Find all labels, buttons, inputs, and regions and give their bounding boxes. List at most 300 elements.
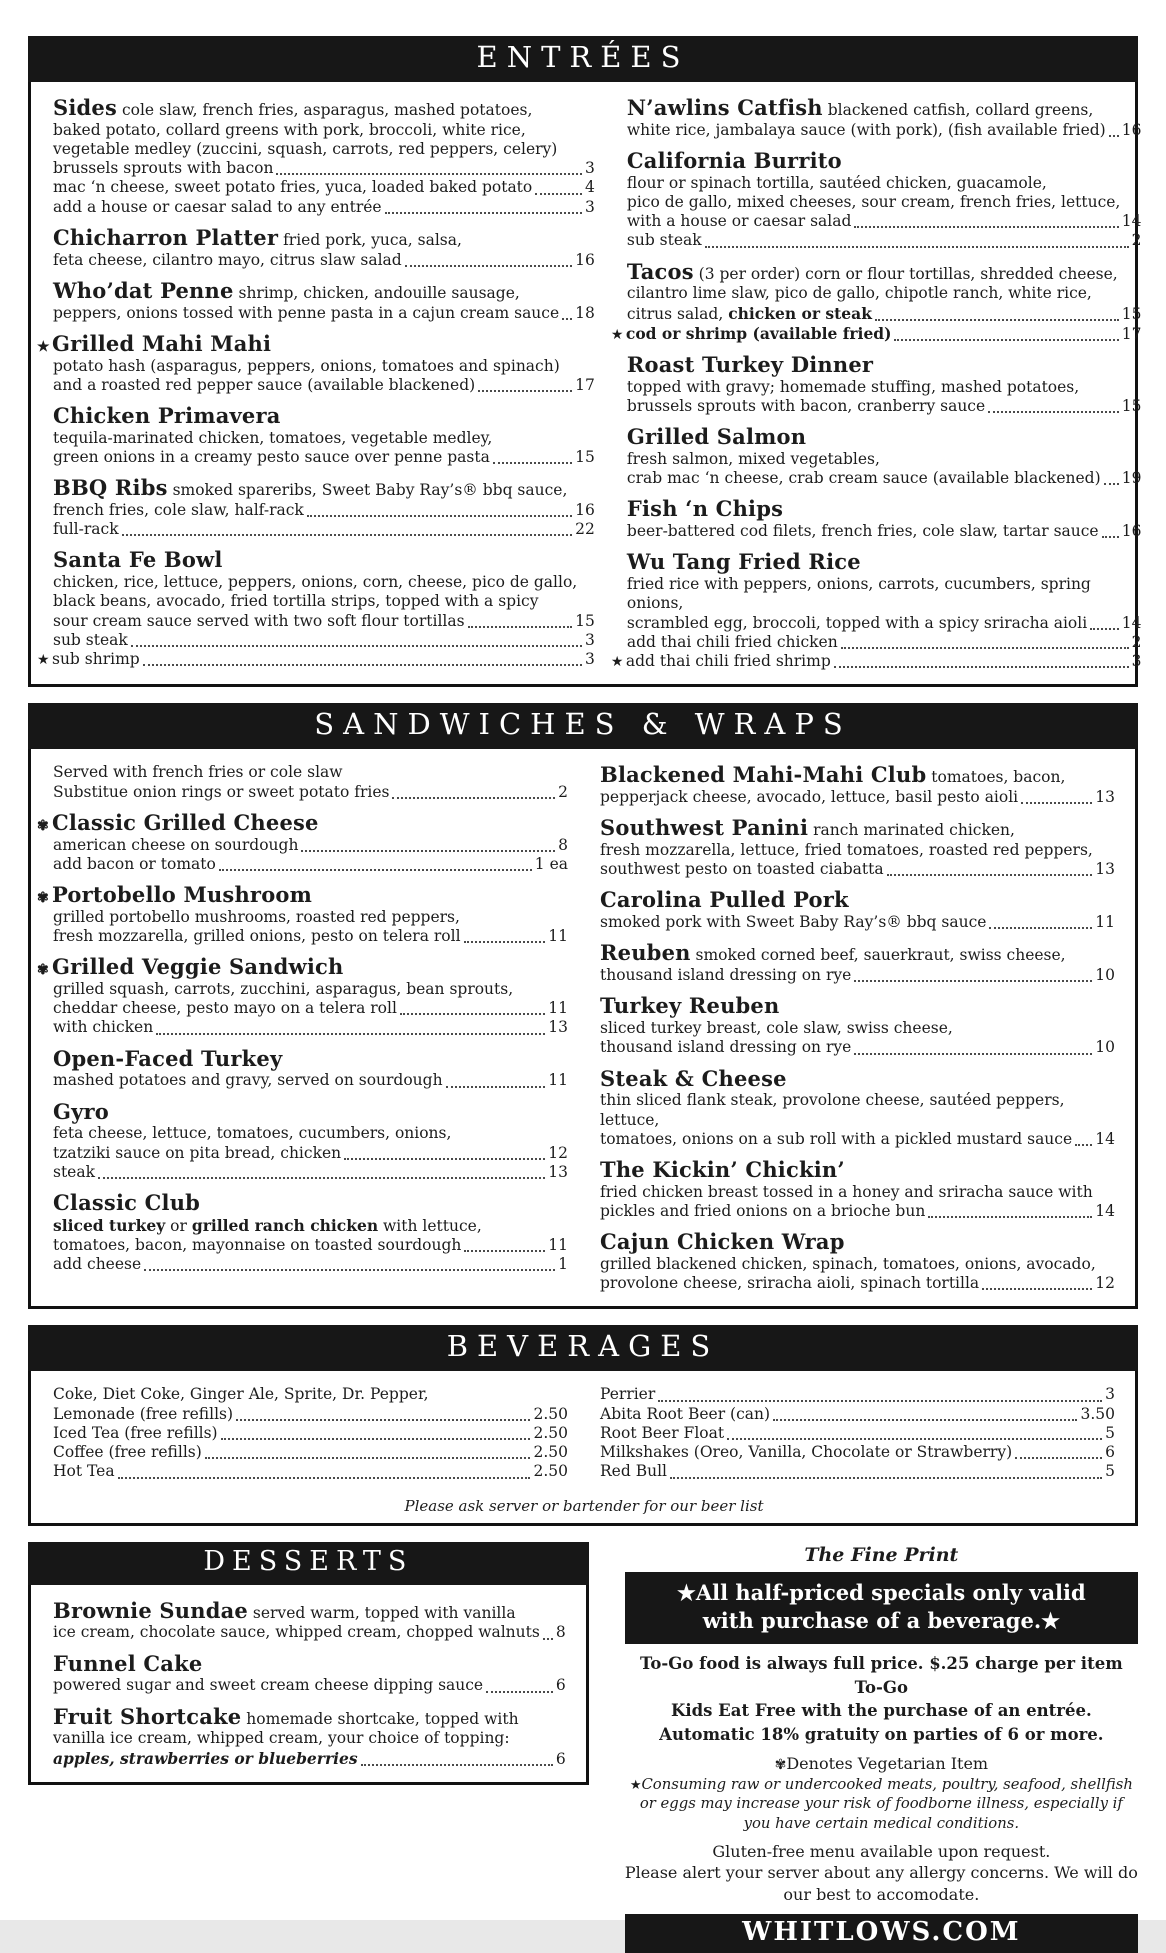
- price-line: [600, 1385, 1115, 1404]
- text-segment: Coffee (free refills): [53, 1443, 202, 1462]
- togo-policy: To-Go food is always full price. $.25 charge per item To-Go: [640, 1654, 1123, 1697]
- price-line-text: [53, 520, 119, 539]
- price-value: 3: [1131, 652, 1142, 671]
- dot-leader: [834, 666, 1129, 668]
- text-segment: thousand island dressing on rye: [600, 1038, 852, 1057]
- price-line-text: [53, 1071, 443, 1090]
- item-name: Brownie Sundae: [53, 1597, 248, 1623]
- item-name: Portobello Mushroom: [52, 881, 313, 907]
- dot-leader: [400, 1013, 545, 1015]
- dot-leader: [535, 193, 582, 195]
- item-name: Southwest Panini: [600, 815, 809, 841]
- section-banner-sandwiches: SANDWICHES & WRAPS: [28, 703, 1138, 749]
- price-line: [53, 1071, 568, 1090]
- price-value: 14: [1095, 1129, 1115, 1148]
- item-desc-line: [53, 763, 568, 782]
- price-line: [627, 397, 1142, 416]
- dot-leader: [670, 1477, 1102, 1479]
- item-name: Classic Club: [53, 1189, 201, 1215]
- text-segment: tzatziki sauce on pita bread, chicken: [53, 1143, 342, 1162]
- text-segment: green onions in a creamy pesto sauce over penne pasta: [53, 448, 490, 467]
- dot-leader: [468, 626, 573, 628]
- text-segment: grilled squash, carrots, zucchini, asparagus, bean sprouts,: [53, 979, 514, 998]
- dot-leader: [875, 319, 1119, 321]
- dot-leader: [982, 1288, 1092, 1290]
- price-value: 15: [575, 448, 595, 467]
- vegetarian-icon: ✾: [37, 962, 49, 979]
- item-inline-desc: (3 per order) corn or flour tortillas, shredded cheese,: [693, 264, 1118, 283]
- price-value: 2: [558, 782, 568, 801]
- text-segment: pickles and fried onions on a brioche bun: [600, 1202, 926, 1221]
- item-desc-line: [53, 908, 568, 927]
- price-value: 13: [1095, 788, 1115, 807]
- price-value: 14: [1121, 613, 1142, 632]
- dot-leader: [841, 647, 1129, 649]
- price-value: 3.50: [1080, 1404, 1115, 1423]
- dot-leader: [301, 850, 555, 852]
- price-line-text: [53, 376, 475, 395]
- menu-item: [600, 941, 1115, 985]
- price-line-text: [53, 198, 382, 217]
- price-line-text: [53, 855, 216, 874]
- price-value: 16: [1121, 522, 1142, 541]
- item-heading: [600, 941, 1115, 966]
- text-segment: Red Bull: [600, 1462, 667, 1481]
- text-segment: feta cheese, cilantro mayo, citrus slaw salad: [53, 250, 402, 269]
- price-line-text: [53, 251, 402, 270]
- text-segment: fresh salmon, mixed vegetables,: [626, 450, 880, 469]
- price-line: [600, 1405, 1115, 1424]
- price-value: 11: [548, 1071, 568, 1090]
- text-segment: sub steak: [626, 231, 702, 250]
- raw-food-warning: ★Consuming raw or undercooked meats, poultry, seafood, shellfish or eggs may increase your risk of foodborne illness, especially if you have certain medical conditions.: [629, 1775, 1133, 1833]
- menu-item: [600, 1230, 1115, 1293]
- price-value: 6: [555, 1749, 566, 1768]
- dot-leader: [727, 1438, 1102, 1440]
- text-segment: add cheese: [53, 1255, 142, 1274]
- menu-item: [53, 1047, 568, 1091]
- price-line: [627, 522, 1142, 541]
- dot-leader: [894, 339, 1118, 341]
- dot-leader: [98, 1177, 545, 1179]
- item-name: Cajun Chicken Wrap: [600, 1229, 845, 1255]
- text-segment: thin sliced flank steak, provolone cheese, sautéed peppers, lettuce,: [600, 1091, 1065, 1129]
- text-segment: fresh mozzarella, grilled onions, pesto on telera roll: [53, 926, 461, 945]
- menu-item: [37, 330, 595, 395]
- item-heading: [53, 279, 595, 304]
- menu-item: [53, 96, 595, 217]
- text-segment: Perrier: [600, 1385, 656, 1404]
- price-line: [600, 1443, 1115, 1462]
- menu-item: [610, 549, 1142, 671]
- price-value: 1: [558, 1255, 568, 1274]
- menu-item: [53, 763, 568, 801]
- price-line-text: [627, 212, 852, 231]
- item-heading: [600, 994, 1115, 1019]
- text-segment: cheddar cheese, pesto mayo on a telera roll: [53, 999, 397, 1018]
- price-value: 12: [548, 1143, 568, 1162]
- price-value: 16: [575, 501, 595, 519]
- text-segment: add thai chili fried shrimp: [625, 652, 831, 671]
- item-name: Grilled Salmon: [626, 424, 807, 450]
- price-line-text: [626, 652, 831, 671]
- text-segment: mashed potatoes and gravy, served on sourdough: [53, 1071, 443, 1090]
- price-line-text: [53, 612, 465, 631]
- gluten-note: Gluten-free menu available upon request.: [712, 1841, 1051, 1861]
- half-price-banner: [625, 1572, 1138, 1645]
- item-heading: [627, 550, 1142, 575]
- price-line: [53, 1749, 566, 1769]
- menu-item: [627, 425, 1142, 488]
- item-desc-line: [600, 841, 1115, 860]
- dot-leader: [854, 980, 1092, 982]
- text-segment: sliced turkey: [53, 1215, 166, 1235]
- menu-item: [53, 476, 595, 539]
- price-line-text: [627, 633, 838, 652]
- dot-leader: [446, 1086, 546, 1088]
- menu-item: [600, 1067, 1115, 1149]
- item-inline-desc: fried pork, yuca, salsa,: [278, 230, 462, 249]
- text-segment: full-rack: [53, 520, 119, 539]
- item-heading: [53, 1100, 568, 1125]
- menu-item: [600, 816, 1115, 879]
- price-line: [53, 1018, 568, 1037]
- item-name: Turkey Reuben: [600, 993, 780, 1019]
- price-line-text: [53, 631, 128, 650]
- text-segment: Lemonade (free refills): [53, 1404, 234, 1423]
- price-line-text: [600, 1038, 851, 1057]
- half-price-line-1: ★All half-priced specials only valid: [677, 1579, 1086, 1605]
- item-desc-line: [627, 193, 1142, 212]
- text-segment: potato hash (asparagus, peppers, onions, tomatoes and spinach): [53, 356, 560, 375]
- text-segment: tomatoes, bacon, mayonnaise on toasted sourdough: [53, 1235, 462, 1254]
- price-line: [53, 999, 568, 1018]
- price-line-text: [53, 1462, 115, 1481]
- item-desc-line: [627, 450, 1142, 469]
- price-line: [53, 251, 595, 270]
- item-desc-line: [53, 1729, 566, 1748]
- text-segment: pepperjack cheese, avocado, lettuce, basil pesto aioli: [600, 788, 1019, 807]
- section-banner-beverages: BEVERAGES: [28, 1325, 1138, 1371]
- item-desc-line: [627, 284, 1142, 303]
- price-value: 2: [1131, 632, 1142, 651]
- dot-leader: [1021, 802, 1092, 804]
- text-segment: ice cream, chocolate sauce, whipped cream, chopped walnuts: [53, 1623, 540, 1642]
- menu-item: [53, 1599, 566, 1643]
- text-segment: french fries, cole slaw, half-rack: [53, 501, 304, 519]
- menu-item: [37, 547, 595, 669]
- price-line-text: [600, 788, 1018, 807]
- price-line: [600, 1424, 1115, 1443]
- dot-leader: [1104, 483, 1119, 485]
- price-value: 2.50: [533, 1443, 568, 1462]
- price-line: [37, 650, 595, 669]
- dot-leader: [705, 246, 1129, 248]
- price-value: 2.50: [533, 1423, 568, 1442]
- price-line-text: [53, 1676, 483, 1695]
- price-line: [600, 788, 1115, 807]
- item-desc-line: [53, 1124, 568, 1143]
- menu-section-beverages: [28, 1325, 1138, 1525]
- price-line-text: [53, 999, 397, 1018]
- text-segment: powered sugar and sweet cream cheese dipping sauce: [53, 1676, 484, 1695]
- dot-leader: [1109, 135, 1119, 137]
- price-line: [53, 1623, 566, 1642]
- menu-item: [610, 258, 1142, 344]
- item-desc-line: [53, 573, 595, 592]
- price-line: [627, 304, 1142, 324]
- item-heading: [53, 1705, 566, 1730]
- section-banner-desserts: DESSERTS: [28, 1542, 589, 1585]
- price-line-text: [53, 1144, 341, 1163]
- item-desc-line: [600, 1019, 1115, 1038]
- beverages-columns: [53, 1379, 1115, 1490]
- item-name: Wu Tang Fried Rice: [626, 549, 861, 575]
- section-box-desserts: [28, 1585, 589, 1785]
- item-name: Chicharron Platter: [53, 224, 279, 250]
- price-value: 13: [548, 1018, 568, 1037]
- item-heading: [627, 353, 1142, 378]
- menu-item: [600, 1385, 1115, 1481]
- price-line-text: [53, 178, 532, 197]
- dot-leader: [1090, 628, 1119, 630]
- text-segment: and a roasted red pepper sauce (available blackened): [53, 375, 476, 394]
- item-inline-desc: smoked corned beef, sauerkraut, swiss cheese,: [690, 946, 1066, 965]
- item-desc-line: [53, 592, 595, 611]
- price-line: [53, 1424, 568, 1443]
- text-segment: add thai chili fried chicken: [626, 632, 838, 651]
- price-line: [53, 448, 595, 467]
- beer-list-note: Please ask server or bartender for our beer list: [404, 1496, 764, 1515]
- menu-item: [53, 1100, 568, 1182]
- price-line: [627, 469, 1142, 488]
- dot-leader: [478, 390, 572, 392]
- price-line: [53, 501, 595, 520]
- price-line: [600, 1274, 1115, 1293]
- policy-lines: [625, 1652, 1138, 1746]
- text-segment: sour cream sauce served with two soft flour tortillas: [53, 611, 465, 630]
- text-segment: grilled portobello mushrooms, roasted red peppers,: [53, 907, 460, 926]
- text-segment: citrus salad,: [626, 304, 729, 323]
- item-name: Roast Turkey Dinner: [626, 352, 874, 378]
- item-desc-line: [627, 174, 1142, 193]
- text-segment: add bacon or tomato: [53, 854, 216, 873]
- dot-leader: [1102, 536, 1119, 538]
- dot-leader: [493, 462, 572, 464]
- dot-leader: [156, 1033, 545, 1035]
- sandwiches-columns: [37, 757, 1115, 1302]
- dot-leader: [543, 1638, 553, 1640]
- price-value: 3: [585, 650, 595, 669]
- item-desc-line: [53, 1216, 568, 1236]
- text-segment: american cheese on sourdough: [53, 835, 299, 854]
- price-value: 5: [1105, 1423, 1115, 1442]
- item-heading: [53, 226, 595, 251]
- text-segment: grilled ranch chicken: [191, 1215, 379, 1235]
- item-name: Fruit Shortcake: [53, 1703, 242, 1729]
- price-line: [600, 1038, 1115, 1057]
- item-inline-desc: cole slaw, french fries, asparagus, mashed potatoes,: [117, 101, 533, 119]
- item-heading: [600, 888, 1115, 913]
- price-line: [53, 1462, 568, 1481]
- price-line-text: [600, 1462, 667, 1481]
- item-name: Who’dat Penne: [53, 277, 234, 303]
- text-segment: sub steak: [53, 630, 128, 649]
- menu-section-desserts: [28, 1542, 589, 1785]
- bottom-row: [28, 1542, 1138, 1953]
- text-segment: provolone cheese, sriracha aioli, spinach tortilla: [600, 1274, 980, 1293]
- item-heading: [627, 497, 1142, 522]
- item-inline-desc: blackened catfish, collard greens,: [822, 101, 1094, 119]
- item-heading: [53, 1047, 568, 1072]
- price-line: [53, 1676, 566, 1695]
- item-name: Chicken Primavera: [53, 403, 281, 429]
- section-box-sandwiches: [28, 749, 1138, 1309]
- text-segment: tomatoes, onions on a sub roll with a pickled mustard sauce: [600, 1129, 1073, 1148]
- price-value: 2.50: [533, 1462, 568, 1481]
- menu-item: [600, 888, 1115, 932]
- text-segment: tequila-marinated chicken, tomatoes, vegetable medley,: [53, 428, 493, 447]
- price-value: 3: [585, 197, 595, 216]
- item-name: Funnel Cake: [53, 1650, 203, 1676]
- price-value: 16: [1121, 120, 1142, 139]
- price-line-text: [53, 1405, 233, 1424]
- price-line-text: [600, 1274, 979, 1293]
- vegetarian-icon: ✾: [37, 889, 49, 906]
- star-icon: ★: [629, 1777, 642, 1793]
- price-line: [53, 855, 568, 874]
- item-heading: [600, 1230, 1115, 1255]
- price-line: [53, 1255, 568, 1274]
- dot-leader: [928, 1216, 1092, 1218]
- menu-item: [53, 1385, 568, 1481]
- item-name: The Kickin’ Chickin’: [600, 1157, 845, 1183]
- item-desc-line: [627, 378, 1142, 397]
- menu-item: [37, 954, 568, 1037]
- price-value: 3: [1105, 1385, 1115, 1404]
- price-line: [600, 1462, 1115, 1481]
- dot-leader: [236, 1419, 530, 1421]
- text-segment: Abita Root Beer (can): [600, 1404, 771, 1423]
- text-segment: beer-battered cod filets, french fries, cole slaw, tartar sauce: [626, 522, 1099, 541]
- price-line: [600, 1202, 1115, 1221]
- dot-leader: [1015, 1457, 1102, 1459]
- dot-leader: [205, 1457, 531, 1459]
- price-value: 10: [1095, 1038, 1115, 1057]
- item-name: Blackened Mahi-Mahi Club: [600, 762, 927, 788]
- dot-leader: [464, 1250, 545, 1252]
- dot-leader: [405, 265, 572, 267]
- dot-leader: [854, 1053, 1092, 1055]
- price-value: 15: [1121, 304, 1142, 323]
- price-line: [600, 913, 1115, 932]
- price-line: [53, 304, 595, 323]
- item-name: Santa Fe Bowl: [53, 547, 223, 573]
- price-line: [53, 178, 595, 197]
- item-heading: [627, 425, 1142, 450]
- menu-item: [627, 353, 1142, 416]
- item-desc-line: [53, 1385, 568, 1404]
- item-desc-line: [53, 429, 595, 448]
- price-line: [53, 1236, 568, 1255]
- text-segment: topped with gravy; homemade stuffing, mashed potatoes,: [626, 377, 1080, 396]
- menu-column: [600, 1379, 1115, 1490]
- price-line-text: [600, 966, 851, 985]
- fine-print: [625, 1542, 1138, 1953]
- menu-item: [37, 809, 568, 874]
- item-desc-line: [600, 1255, 1115, 1274]
- item-inline-desc: served warm, topped with vanilla: [247, 1603, 516, 1622]
- dot-leader: [385, 212, 582, 214]
- text-segment: Served with french fries or cole slaw: [53, 763, 343, 782]
- price-value: 11: [548, 1235, 568, 1254]
- price-line: [627, 614, 1142, 633]
- dot-leader: [464, 941, 546, 943]
- price-line-text: [627, 522, 1099, 541]
- menu-column: [37, 90, 595, 680]
- price-line: [53, 631, 595, 650]
- text-segment: thousand island dressing on rye: [600, 966, 852, 985]
- item-inline-desc: ranch marinated chicken,: [808, 821, 1015, 840]
- price-value: 2.50: [533, 1404, 568, 1423]
- entrees-columns: [37, 90, 1142, 680]
- item-heading: [600, 763, 1115, 788]
- menu-item: [627, 497, 1142, 541]
- item-name: Carolina Pulled Pork: [600, 887, 849, 913]
- text-segment: Hot Tea: [53, 1462, 115, 1481]
- fine-print-title: The Fine Print: [804, 1543, 959, 1566]
- menu-item: [600, 763, 1115, 807]
- price-line-text: [53, 1163, 95, 1182]
- item-desc-line: [627, 575, 1142, 613]
- dot-leader: [144, 1269, 555, 1271]
- dot-leader: [122, 534, 573, 536]
- dot-leader: [988, 411, 1119, 413]
- dot-leader: [276, 173, 582, 175]
- text-segment: cilantro lime slaw, pico de gallo, chipotle ranch, white rice,: [626, 284, 1092, 303]
- text-segment: brussels sprouts with bacon: [53, 159, 274, 178]
- gratuity-policy: Automatic 18% gratuity on parties of 6 or more.: [659, 1724, 1104, 1744]
- price-line: [53, 836, 568, 855]
- price-value: 10: [1095, 966, 1115, 985]
- price-value: 6: [1105, 1443, 1115, 1462]
- item-name: Open-Faced Turkey: [53, 1045, 283, 1071]
- section-box-beverages: [28, 1371, 1138, 1525]
- price-line-text: [627, 469, 1101, 488]
- menu-section-sandwiches: [28, 703, 1138, 1309]
- price-line-text: [53, 1443, 202, 1462]
- item-desc-line: [53, 357, 595, 376]
- price-value: 3: [585, 630, 595, 649]
- price-line-text: [53, 1255, 141, 1274]
- item-desc-line: [600, 1091, 1115, 1129]
- price-line: [610, 652, 1142, 671]
- price-line-text: [600, 1385, 655, 1404]
- price-line-text: [600, 913, 986, 932]
- price-line: [53, 783, 568, 802]
- menu-item: [53, 1705, 566, 1769]
- price-line: [600, 1130, 1115, 1149]
- item-heading: [37, 954, 568, 980]
- item-heading: [53, 96, 595, 121]
- price-line: [53, 1443, 568, 1462]
- price-line-text: [600, 1424, 724, 1443]
- item-desc-line: [53, 140, 595, 159]
- price-value: 12: [1095, 1274, 1115, 1293]
- price-line: [53, 376, 595, 395]
- price-value: 19: [1121, 469, 1142, 488]
- text-segment: with lettuce,: [378, 1216, 482, 1235]
